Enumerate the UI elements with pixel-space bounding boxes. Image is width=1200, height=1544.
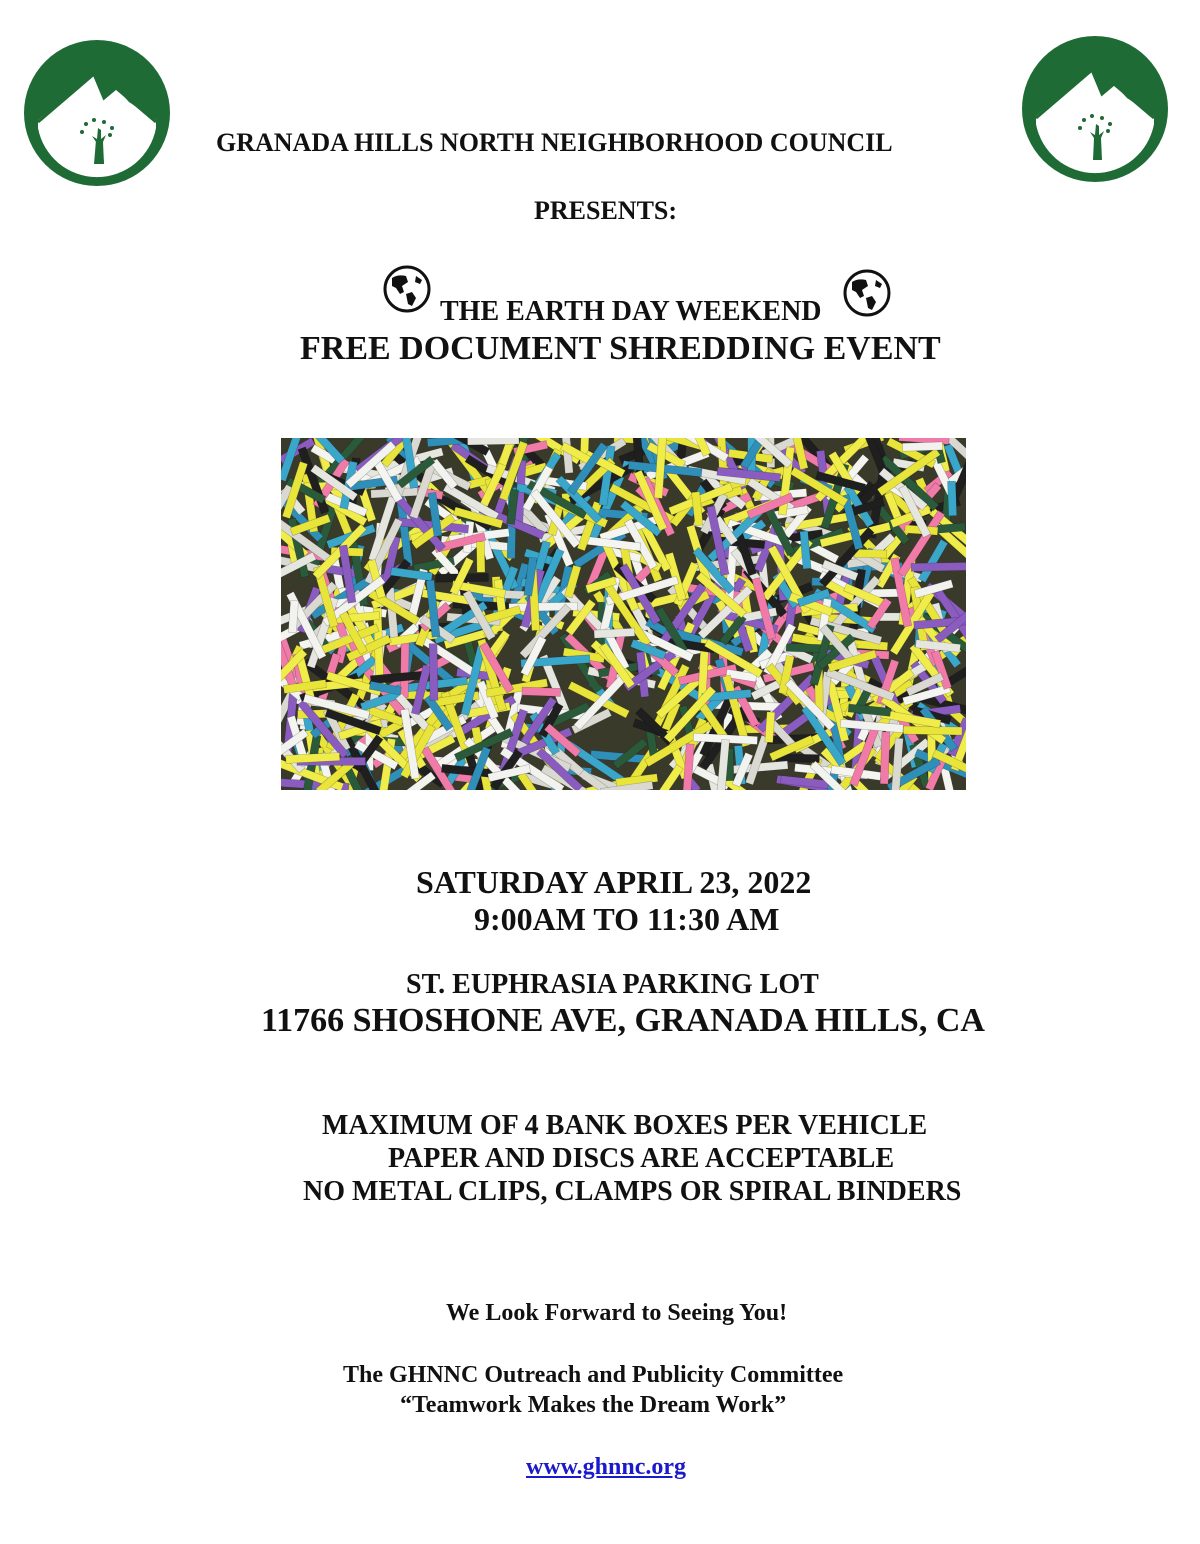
event-title-line1: THE EARTH DAY WEEKEND xyxy=(440,296,822,327)
ghnnc-logo-right xyxy=(1022,36,1168,182)
globe-americas-icon xyxy=(842,268,892,318)
event-title-line2: FREE DOCUMENT SHREDDING EVENT xyxy=(300,330,941,367)
paper-strip xyxy=(765,712,775,743)
paper-strip xyxy=(904,726,963,735)
paper-strip xyxy=(911,562,966,571)
paper-strip xyxy=(476,542,485,573)
paper-strip xyxy=(400,637,409,698)
presents-label: PRESENTS: xyxy=(534,196,678,225)
committee-name: The GHNNC Outreach and Publicity Committee xyxy=(343,1362,844,1388)
rule-item: PAPER AND DISCS ARE ACCEPTABLE xyxy=(388,1143,895,1174)
event-date: SATURDAY APRIL 23, 2022 xyxy=(416,864,812,900)
paper-strip xyxy=(656,764,684,790)
mountain-tree-icon xyxy=(24,40,170,186)
venue-name: ST. EUPHRASIA PARKING LOT xyxy=(406,969,819,1000)
paper-strip xyxy=(429,644,438,701)
paper-strip xyxy=(594,628,635,638)
paper-strip xyxy=(948,481,957,516)
ghnnc-logo-left xyxy=(24,40,170,186)
paper-strip xyxy=(880,732,890,784)
shredded-paper-photo xyxy=(281,438,966,790)
paper-strip xyxy=(854,549,887,558)
website-link[interactable]: www.ghnnc.org xyxy=(526,1454,687,1480)
organization-title: GRANADA HILLS NORTH NEIGHBORHOOD COUNCIL xyxy=(216,128,893,157)
globe-americas-icon xyxy=(382,264,432,314)
venue-address: 11766 SHOSHONE AVE, GRANADA HILLS, CA xyxy=(261,1002,985,1039)
rule-item: NO METAL CLIPS, CLAMPS OR SPIRAL BINDERS xyxy=(303,1176,962,1207)
rule-item: MAXIMUM OF 4 BANK BOXES PER VEHICLE xyxy=(322,1110,928,1141)
mountain-tree-icon xyxy=(1022,36,1168,182)
event-time: 9:00AM TO 11:30 AM xyxy=(474,901,780,937)
closing-message: We Look Forward to Seeing You! xyxy=(446,1300,788,1326)
paper-strip xyxy=(902,442,942,451)
paper-strip xyxy=(522,687,561,696)
committee-motto: “Teamwork Makes the Dream Work” xyxy=(400,1392,787,1418)
paper-strip xyxy=(574,672,629,730)
paper-strip xyxy=(467,438,519,445)
